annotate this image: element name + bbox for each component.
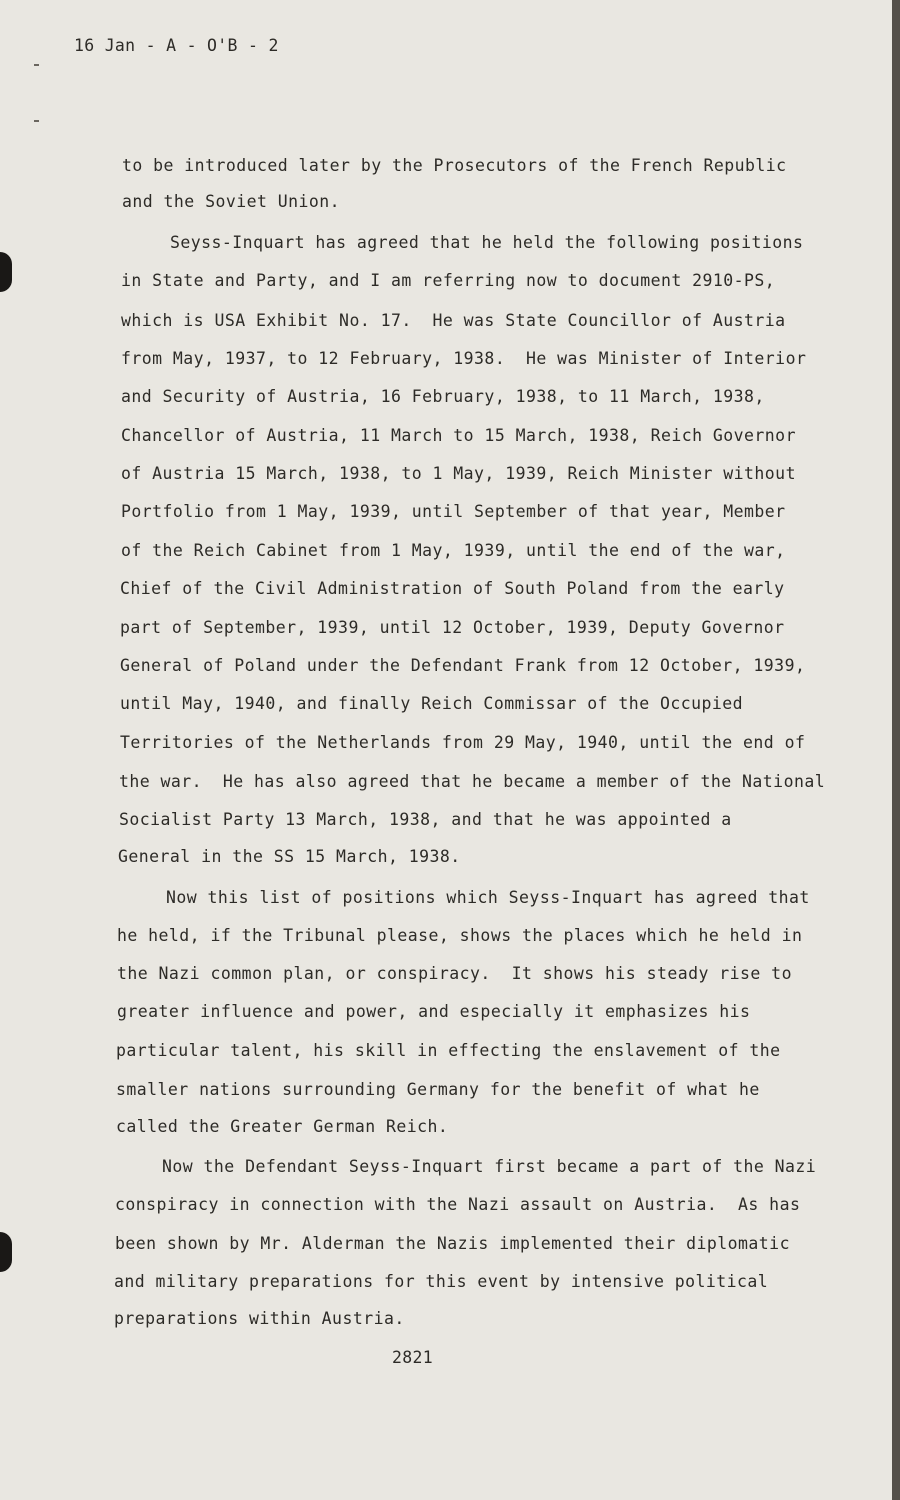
text-line: until May, 1940, and finally Reich Commissar of the Occupied (120, 694, 744, 713)
text-line: Portfolio from 1 May, 1939, until September of that year, Member (121, 502, 786, 521)
margin-mark (34, 120, 39, 122)
margin-mark (34, 64, 39, 66)
text-line: conspiracy in connection with the Nazi assault on Austria. As has (115, 1195, 801, 1214)
text-line: General in the SS 15 March, 1938. (118, 847, 461, 866)
text-line: to be introduced later by the Prosecutors of the French Republic (122, 156, 787, 175)
text-line: from May, 1937, to 12 February, 1938. He was Minister of Interior (121, 349, 807, 368)
text-line: Now the Defendant Seyss-Inquart first became a part of the Nazi (162, 1157, 817, 1176)
text-line: Seyss-Inquart has agreed that he held the following positions (170, 233, 804, 252)
text-line: smaller nations surrounding Germany for the benefit of what he (116, 1080, 760, 1099)
text-line: Chancellor of Austria, 11 March to 15 March, 1938, Reich Governor (121, 426, 796, 445)
text-line: the Nazi common plan, or conspiracy. It shows his steady rise to (117, 964, 792, 983)
text-line: been shown by Mr. Alderman the Nazis implemented their diplomatic (115, 1234, 790, 1253)
page-header: 16 Jan - A - O'B - 2 (74, 36, 279, 55)
punch-hole (0, 252, 12, 292)
text-line: Now this list of positions which Seyss-Inquart has agreed that (166, 888, 810, 907)
text-line: Territories of the Netherlands from 29 May, 1940, until the end of (120, 733, 806, 752)
text-line: particular talent, his skill in effecting the enslavement of the (116, 1041, 781, 1060)
page-number: 2821 (392, 1348, 433, 1367)
text-line: of the Reich Cabinet from 1 May, 1939, until the end of the war, (121, 541, 786, 560)
text-line: preparations within Austria. (114, 1309, 405, 1328)
text-line: he held, if the Tribunal please, shows the places which he held in (117, 926, 803, 945)
text-line: Socialist Party 13 March, 1938, and that he was appointed a (119, 810, 732, 829)
text-line: and the Soviet Union. (122, 192, 341, 211)
text-line: and military preparations for this event by intensive political (114, 1272, 769, 1291)
text-line: which is USA Exhibit No. 17. He was State Councillor of Austria (121, 311, 786, 330)
text-line: called the Greater German Reich. (116, 1117, 449, 1136)
page-edge-shadow (892, 0, 900, 1500)
text-line: greater influence and power, and especially it emphasizes his (117, 1002, 751, 1021)
punch-hole (0, 1232, 12, 1272)
text-line: Chief of the Civil Administration of South Poland from the early (120, 579, 785, 598)
text-line: and Security of Austria, 16 February, 1938, to 11 March, 1938, (121, 387, 765, 406)
text-line: of Austria 15 March, 1938, to 1 May, 1939, Reich Minister without (121, 464, 796, 483)
text-line: in State and Party, and I am referring now to document 2910-PS, (121, 271, 776, 290)
text-line: part of September, 1939, until 12 October, 1939, Deputy Governor (120, 618, 785, 637)
text-line: the war. He has also agreed that he became a member of the National (119, 772, 826, 791)
text-line: General of Poland under the Defendant Frank from 12 October, 1939, (120, 656, 806, 675)
